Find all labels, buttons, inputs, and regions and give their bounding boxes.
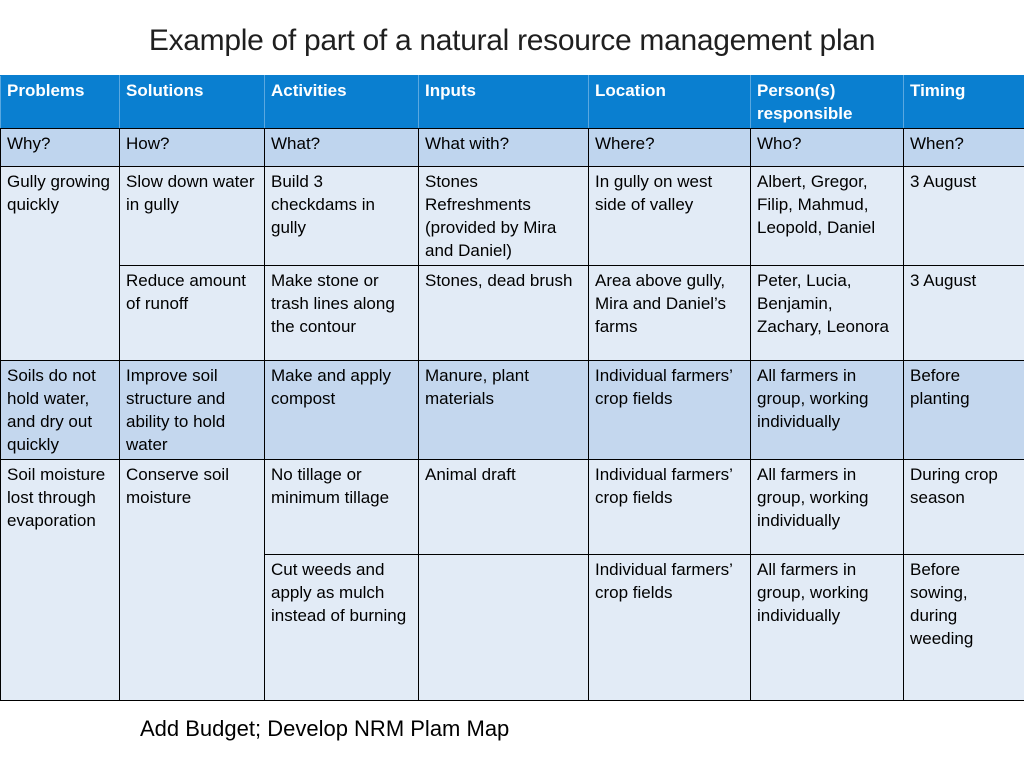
table-row <box>1 266 1024 361</box>
inputs-cell <box>419 555 589 701</box>
problem-cell: Soil moisture lost through evaporation <box>1 460 120 701</box>
inputs-cell: Manure, plant materials <box>419 361 589 460</box>
timing-cell: During crop season <box>904 460 1024 555</box>
column-header-timing: Timing <box>904 76 1024 129</box>
subheader-how: How? <box>120 129 265 167</box>
column-header-solutions: Solutions <box>120 76 265 129</box>
solution-cell: Conserve soil moisture <box>120 460 265 701</box>
activity-cell: No tillage or minimum tillage <box>265 460 419 555</box>
timing-cell: Before planting <box>904 361 1024 460</box>
inputs-cell: Stones, dead brush <box>419 266 589 361</box>
persons-cell: All farmers in group, working individually <box>751 460 904 555</box>
timing-cell: 3 August <box>904 167 1024 266</box>
subheader-where: Where? <box>589 129 751 167</box>
location-cell: Individual farmers’ crop fields <box>589 460 751 555</box>
subheader-what: What? <box>265 129 419 167</box>
activity-cell: Make stone or trash lines along the contour <box>265 266 419 361</box>
solution-cell: Reduce amount of runoff <box>120 266 265 361</box>
persons-cell: Albert, Gregor, Filip, Mahmud, Leopold, Daniel <box>751 167 904 266</box>
location-cell: In gully on west side of valley <box>589 167 751 266</box>
activity-cell: Cut weeds and apply as mulch instead of burning <box>265 555 419 701</box>
solution-cell: Slow down water in gully <box>120 167 265 266</box>
solution-cell: Improve soil structure and ability to hold water <box>120 361 265 460</box>
column-header-location: Location <box>589 76 751 129</box>
subheader-when: When? <box>904 129 1024 167</box>
persons-cell: All farmers in group, working individually <box>751 361 904 460</box>
problem-cell: Soils do not hold water, and dry out quickly <box>1 361 120 460</box>
persons-cell: All farmers in group, working individually <box>751 555 904 701</box>
subheader-what-with: What with? <box>419 129 589 167</box>
table-row <box>1 167 1024 266</box>
location-cell: Individual farmers’ crop fields <box>589 555 751 701</box>
location-cell: Individual farmers’ crop fields <box>589 361 751 460</box>
location-cell: Area above gully, Mira and Daniel’s farms <box>589 266 751 361</box>
inputs-cell: Stones Refreshments (provided by Mira and Daniel) <box>419 167 589 266</box>
column-header-persons: Person(s) responsible <box>751 76 904 129</box>
activity-cell: Build 3 checkdams in gully <box>265 167 419 266</box>
inputs-cell: Animal draft <box>419 460 589 555</box>
timing-cell: 3 August <box>904 266 1024 361</box>
problem-cell: Gully growing quickly <box>1 167 120 361</box>
persons-cell: Peter, Lucia, Benjamin, Zachary, Leonora <box>751 266 904 361</box>
slide-title: Example of part of a natural resource management plan <box>148 24 876 57</box>
column-header-activities: Activities <box>265 76 419 129</box>
subheader-why: Why? <box>1 129 120 167</box>
column-header-inputs: Inputs <box>419 76 589 129</box>
timing-cell: Before sowing, during weeding <box>904 555 1024 701</box>
subheader-row <box>1 129 1024 167</box>
table-row <box>1 460 1024 555</box>
header-row <box>1 76 1024 129</box>
nrm-plan-table <box>0 75 1024 701</box>
footer-note: Add Budget; Develop NRM Plam Map <box>140 716 510 741</box>
column-header-problems: Problems <box>1 76 120 129</box>
table-row <box>1 361 1024 460</box>
subheader-who: Who? <box>751 129 904 167</box>
activity-cell: Make and apply compost <box>265 361 419 460</box>
